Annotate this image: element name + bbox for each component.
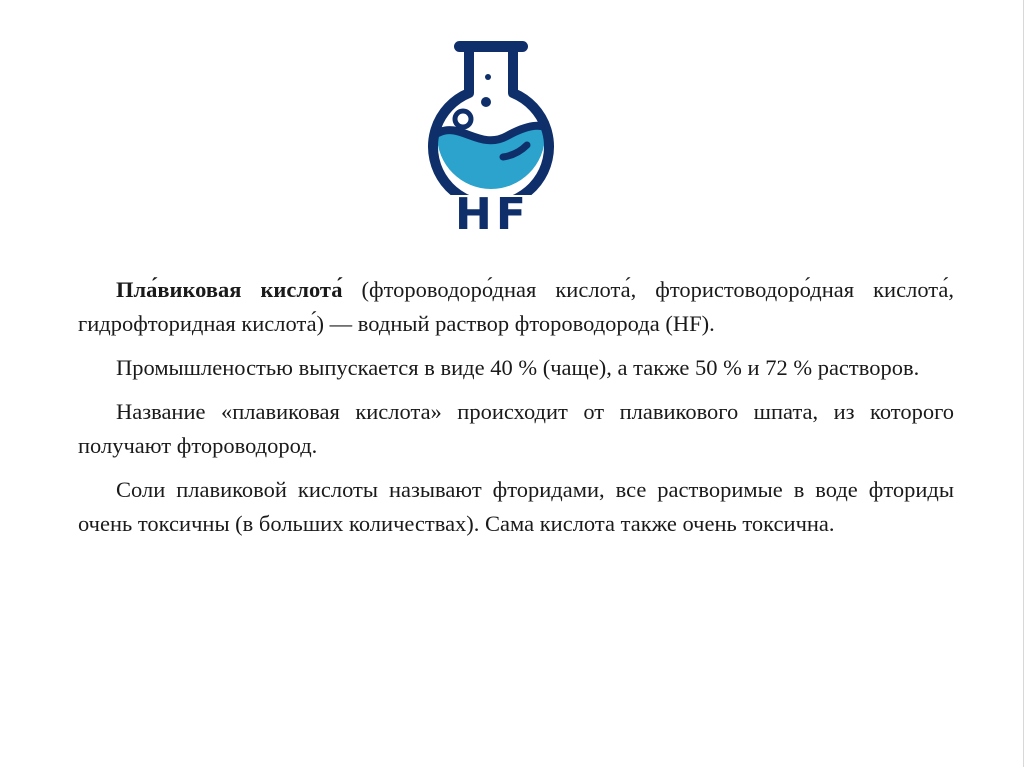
paragraph-toxicity — [78, 473, 954, 541]
logo-label: HF — [455, 189, 530, 240]
article-text — [78, 273, 954, 551]
paragraph-text: (фтороводоро́дная кислота́, фтористоводоро́дная кислота́, гидрофторидная кислота́) — водный раствор фтороводорода (HF). — [78, 277, 954, 336]
round-bottom-flask-icon — [385, 35, 600, 195]
paragraph-name-origin — [78, 395, 954, 463]
hf-logo — [385, 35, 600, 250]
term-highlight: Пла́виковая кислота́ — [116, 277, 343, 302]
paragraph-text: Промышленостью выпускается в виде 40 % (чаще), а также 50 % и 72 % растворов. — [116, 355, 920, 380]
paragraph-production — [78, 351, 954, 385]
paragraph-text: Название «плавиковая кислота» происходит от плавикового шпата, из которого получают фтороводород. — [78, 399, 954, 458]
paragraph-definition — [78, 273, 954, 341]
paragraph-text: Соли плавиковой кислоты называют фторидами, все растворимые в воде фториды очень токсичны (в больших количествах). Сама кислота также очень токсична. — [78, 477, 954, 536]
